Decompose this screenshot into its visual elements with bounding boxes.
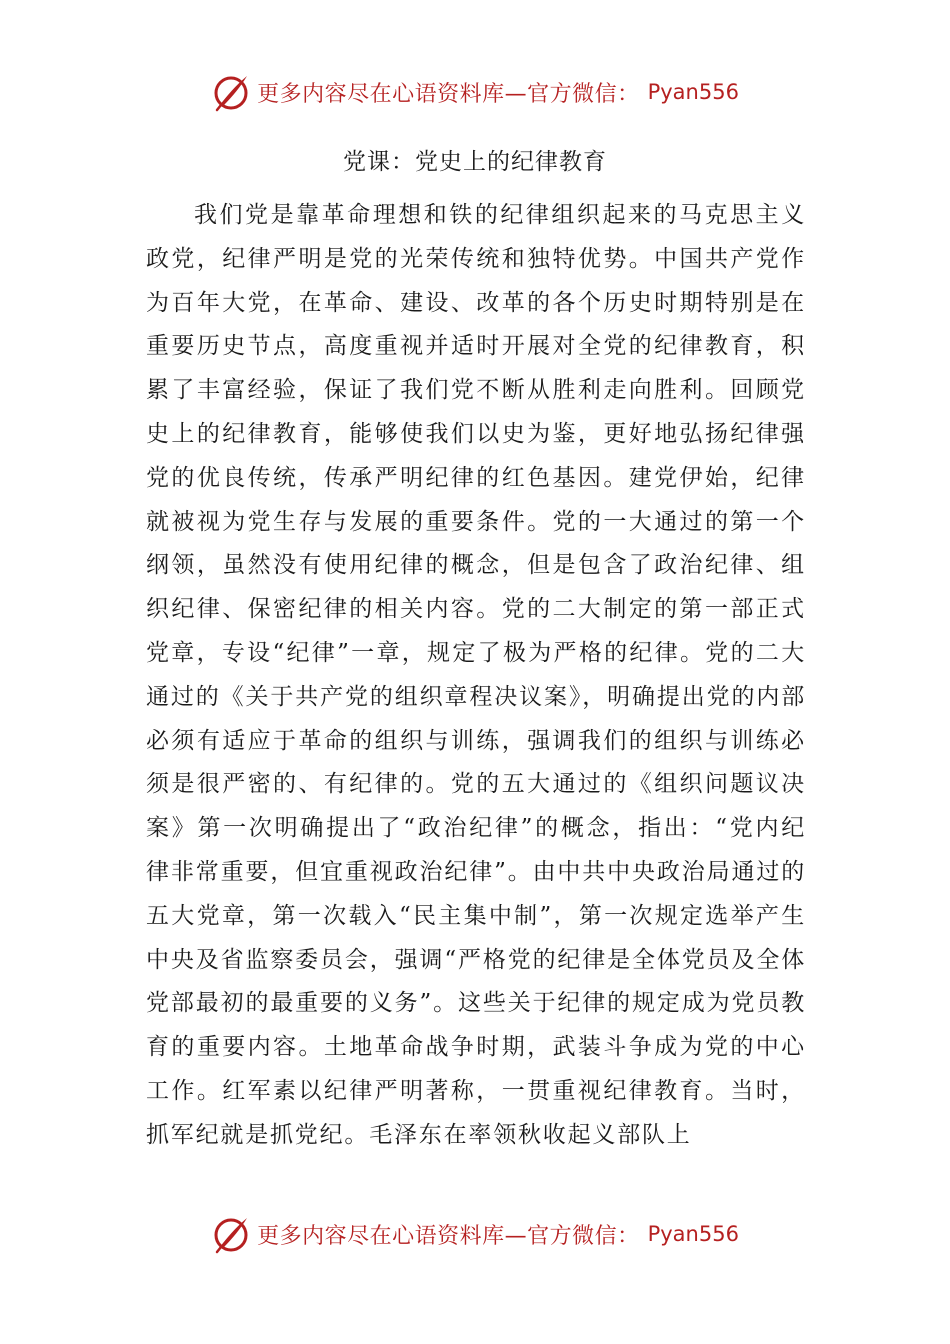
quill-pen-logo-icon: [211, 1214, 251, 1254]
banner-wechat-id: Pyan556: [647, 80, 739, 104]
footer-banner: [0, 1210, 950, 1258]
banner-text: 更多内容尽在心语资料库—官方微信：: [257, 81, 640, 107]
banner-wechat-id: Pyan556: [647, 1222, 739, 1246]
quill-pen-logo-icon: [211, 72, 251, 112]
banner-text: 更多内容尽在心语资料库—官方微信：: [257, 1223, 640, 1249]
document-title: 党课：党史上的纪律教育: [343, 149, 607, 175]
document-body-paragraph: 我们党是靠革命理想和铁的纪律组织起来的马克思主义政党，纪律严明是党的光荣传统和独特优势。中国共产党作为百年大党，在革命、建设、改革的各个历史时期特别是在重要历史节点，高度重视并适时开展对全党的纪律教育，积累了丰富经验，保证了我们党不断从胜利走向胜利。回顾党史上的纪律教育，能够使我们以史为鉴，更好地弘扬纪律强党的优良传统，传承严明纪律的红色基因。建党伊始，纪律就被视为党生存与发展的重要条件。党的一大通过的第一个纲领，虽然没有使用纪律的概念，但是包含了政治纪律、组织纪律、保密纪律的相关内容。党的二大制定的第一部正式党章，专设“纪律”一章，规定了极为严格的纪律。党的二大通过的《关于共产党的组织章程决议案》，明确提出党的内部必须有适应于革命的组织与训练，强调我们的组织与训练必须是很严密的、有纪律的。党的五大通过的《组织问题议决案》第一次明确提出了“政治纪律”的概念，指出：“党内纪律非常重要，但宜重视政治纪律”。由中共中央政治局通过的五大党章，第一次载入“民主集中制”，第一次规定选举产生中央及省监察委员会，强调“严格党的纪律是全体党员及全体党部最初的最重要的义务”。这些关于纪律的规定成为党员教育的重要内容。土地革命战争时期，武装斗争成为党的中心工作。红军素以纪律严明著称，一贯重视纪律教育。当时，抓军纪就是抓党纪。毛泽东在率领秋收起义部队上: [146, 202, 806, 1148]
header-banner: [0, 68, 950, 116]
